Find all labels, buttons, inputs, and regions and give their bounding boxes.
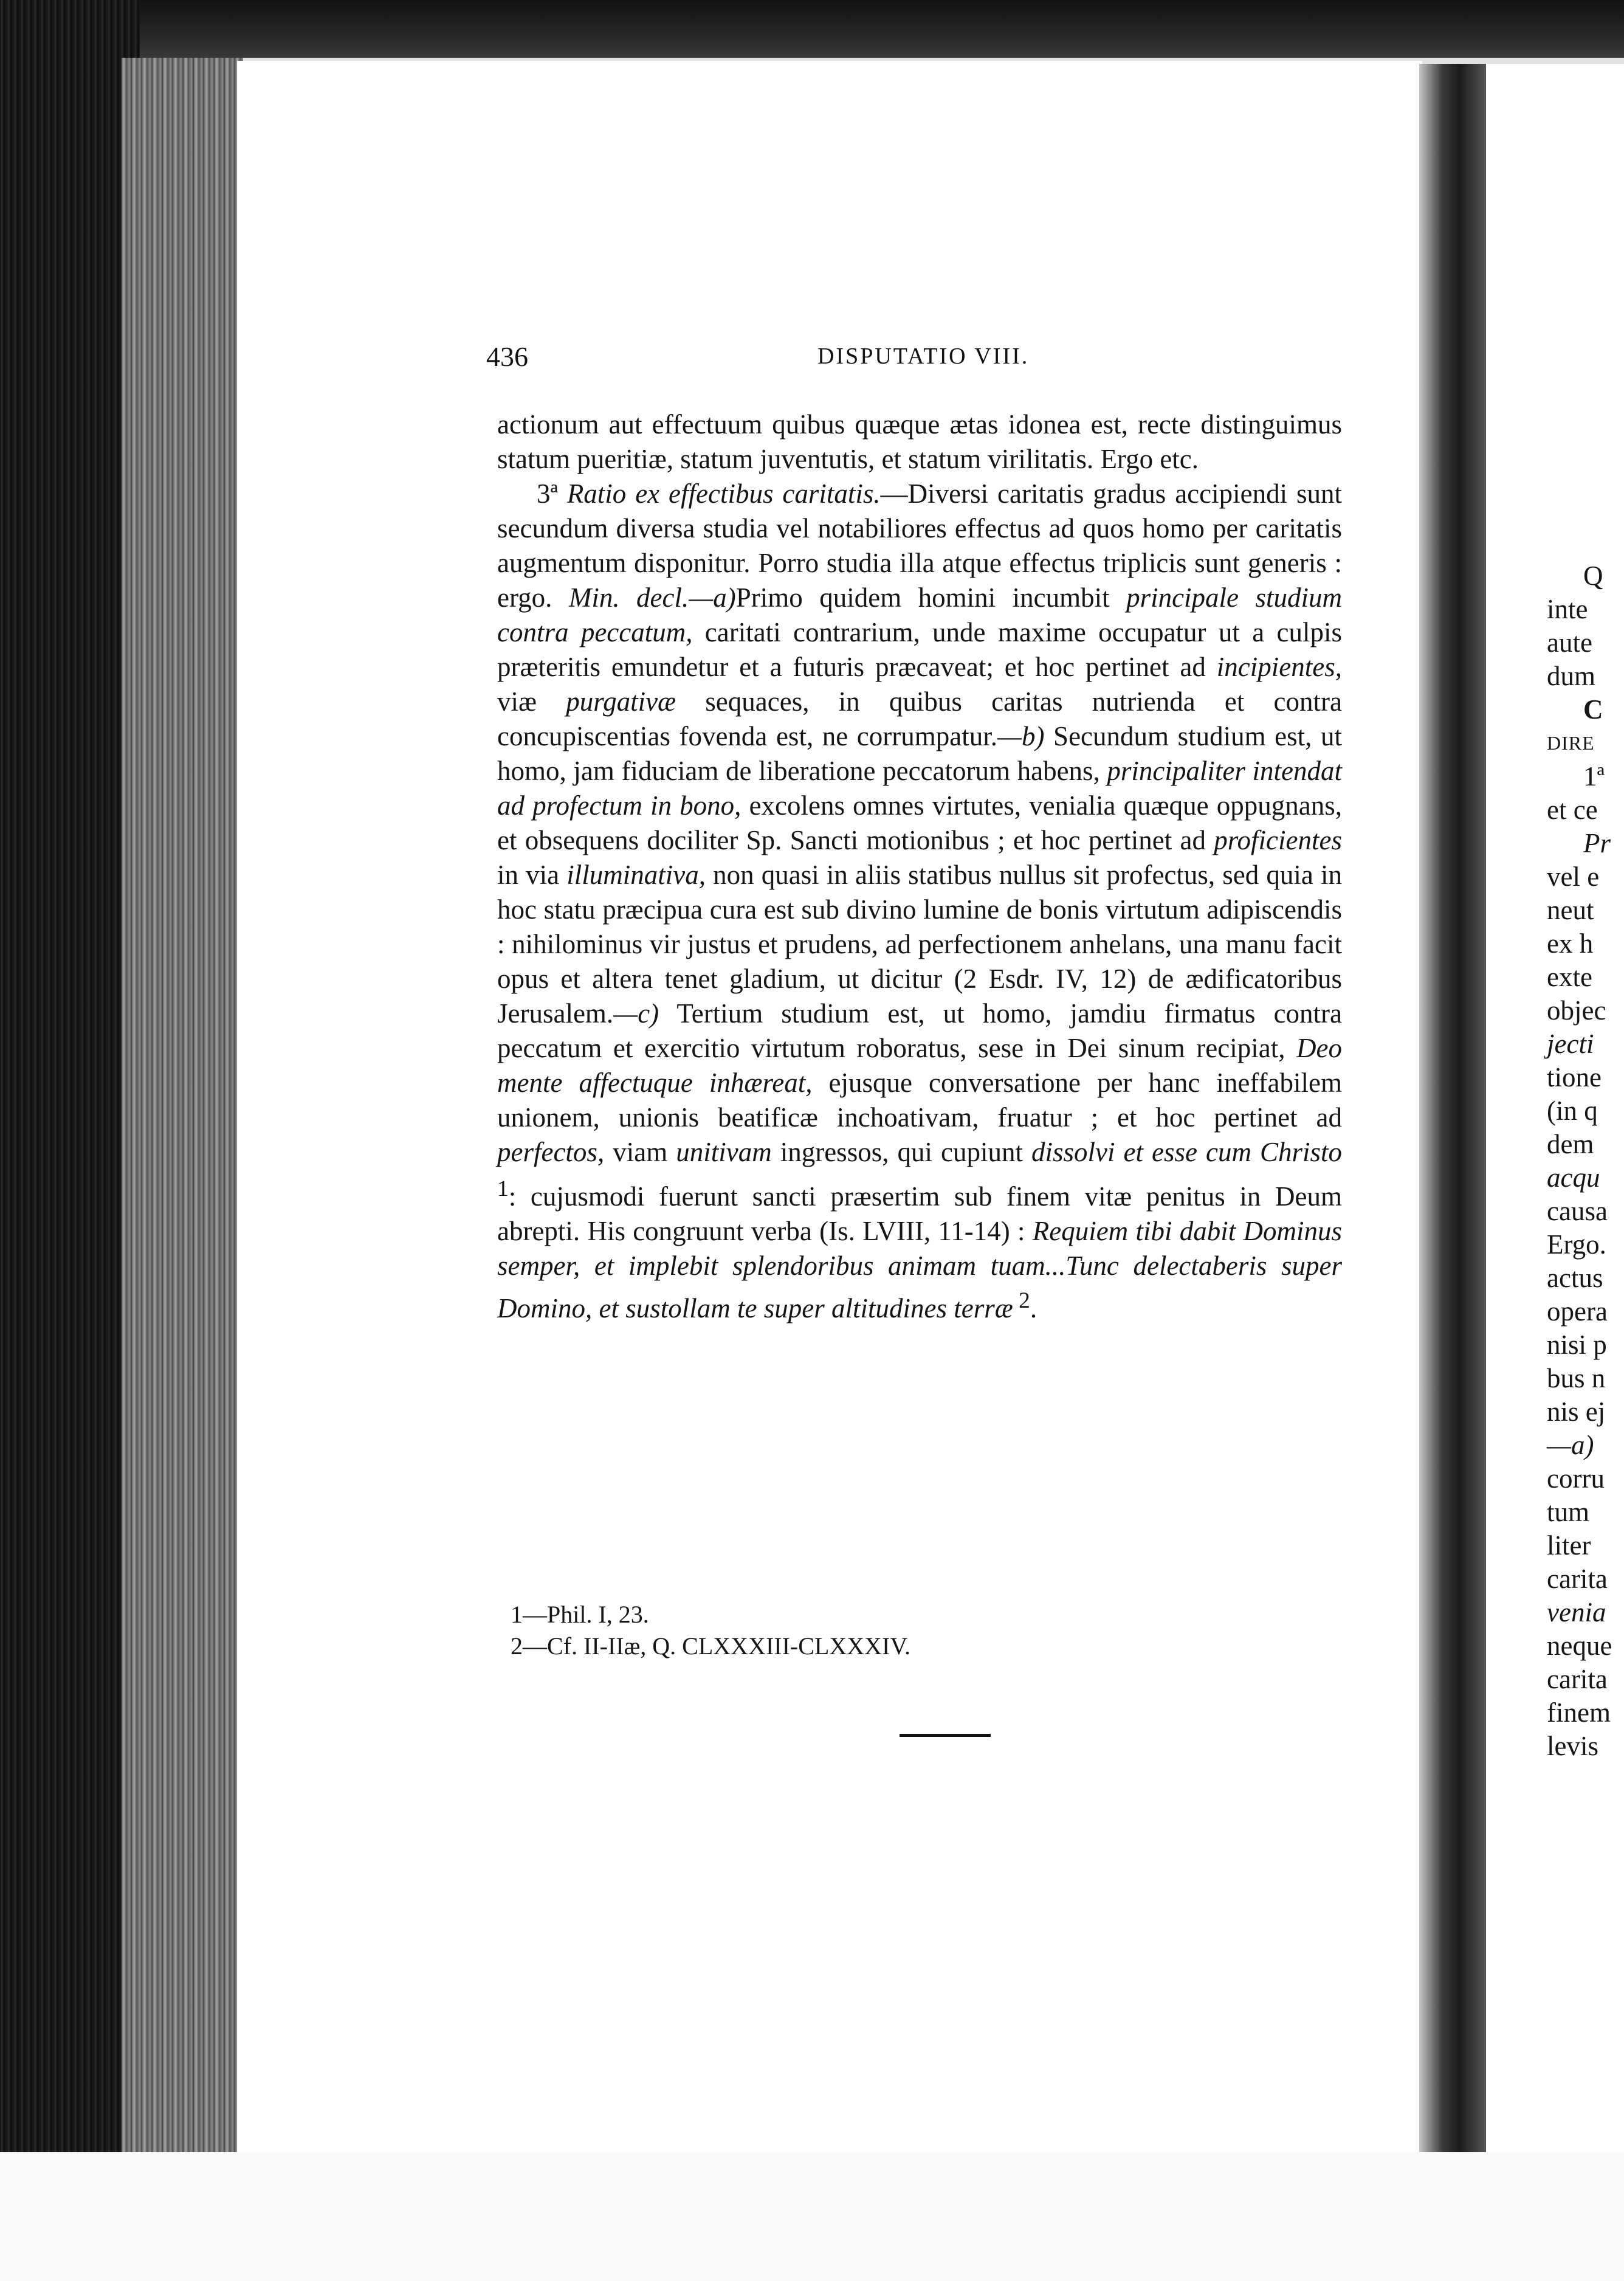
- footnote-2: 2—Cf. II-IIæ, Q. CLXXXIII-CLXXXIV.: [511, 1632, 911, 1660]
- text-fragment: dem: [1547, 1129, 1594, 1159]
- running-title: DISPUTATIO VIII.: [817, 343, 1030, 369]
- italic-run: incipientes,: [1216, 652, 1342, 682]
- text-fragment: 1ª: [1583, 761, 1605, 792]
- text-fragment: levis: [1547, 1731, 1598, 1761]
- italic-run: Min. decl.—a): [568, 582, 736, 613]
- text-run: excolens omnes virtutes, venialia quæque oppugnans, et obsequens dociliter Sp. Sancti motionibus ; et hoc pertinet ad: [497, 790, 1342, 855]
- text-run: : cujusmodi fuerunt sancti præsertim sub finem vitæ penitus in Deum abrepti. His congruunt verba (Is. LVIII, 11-14) :: [497, 1181, 1342, 1246]
- text-run: viam: [604, 1137, 676, 1167]
- facing-page: [1486, 64, 1624, 2152]
- italic-run: principaliter intendat ad profectum in bono,: [497, 756, 1342, 821]
- text-run: Tertium studium est, ut homo, jamdiu firmatus contra peccatum et exercitio virtutum roboratus, sese in Dei sinum recipiat,: [497, 998, 1342, 1063]
- book-gutter: [1419, 64, 1486, 2152]
- text-fragment: nisi p: [1547, 1330, 1607, 1360]
- text-fragment: et ce: [1547, 795, 1598, 825]
- facing-page-text: [1547, 559, 1624, 1763]
- page-number: 436: [486, 341, 528, 372]
- body-text: [497, 407, 1342, 1326]
- text-run: —Diversi caritatis gradus accipiendi sunt secundum diversa studia vel notabiliores effectus ad quos homo per caritatis augmentum disponitur. Porro studia illa atque effectus triplicis sunt generis : ergo.: [497, 478, 1342, 613]
- italic-run: Requiem tibi dabit Dominus semper, et implebit splendoribus animam tuam...Tunc delectaberis super Domino, et sustollam te super altitudines terræ: [497, 1216, 1342, 1323]
- page-header: [486, 340, 1349, 377]
- text-fragment: Ergo.: [1547, 1229, 1606, 1260]
- text-fragment: nis ej: [1547, 1396, 1606, 1427]
- text-fragment: opera: [1547, 1296, 1608, 1327]
- text-run: Primo quidem homini incumbit: [735, 582, 1127, 613]
- text-fragment: acqu: [1547, 1162, 1600, 1193]
- text-fragment: jecti: [1547, 1029, 1594, 1059]
- italic-run: unitivam: [676, 1137, 772, 1167]
- text-fragment: corru: [1547, 1463, 1605, 1494]
- text-fragment: causa: [1547, 1196, 1608, 1226]
- text-fragment: tum: [1547, 1497, 1590, 1527]
- scan-bottom-margin: [0, 2152, 1624, 2281]
- text-run: ingressos, qui cupiunt: [771, 1137, 1031, 1167]
- text-run: .: [1030, 1293, 1037, 1323]
- text-fragment: actus: [1547, 1263, 1603, 1293]
- text-fragment: liter: [1547, 1530, 1591, 1561]
- text-fragment: inte: [1547, 594, 1588, 624]
- text-fragment: C: [1583, 694, 1603, 725]
- text-fragment: bus n: [1547, 1363, 1606, 1393]
- text-fragment: carita: [1547, 1564, 1608, 1594]
- text-fragment: (in q: [1547, 1096, 1598, 1126]
- footnote-marker: 1: [497, 1176, 509, 1201]
- italic-run: proficientes: [1214, 825, 1342, 855]
- text-run: caritati contrarium, unde maxime occupatur ut a culpis præteritis emundetur et a futuris præcaveat; et hoc pertinet ad: [497, 617, 1342, 682]
- italic-run: dissolvi et esse cum Christo: [1031, 1137, 1343, 1167]
- text-run: ejusque conversatione per hanc ineffabilem unionem, unionis beatificæ inchoativam, fruatur ; et hoc pertinet ad: [497, 1068, 1342, 1133]
- text-fragment: —a): [1547, 1430, 1594, 1460]
- text-fragment: dum: [1547, 661, 1596, 691]
- text-fragment: vel e: [1547, 861, 1600, 892]
- text-run: viæ: [497, 686, 566, 717]
- section-heading: Ratio ex effectibus caritatis.: [566, 478, 881, 509]
- italic-run: principale studium contra peccatum,: [497, 582, 1342, 647]
- italic-run: illuminativa,: [566, 860, 706, 890]
- end-rule: [900, 1734, 991, 1737]
- scanner-background-top: [0, 0, 1624, 58]
- italic-run: perfectos,: [497, 1137, 605, 1167]
- text-fragment: tione: [1547, 1062, 1602, 1092]
- text-run: Secundum studium est, ut homo, jam fiduciam de liberatione peccatorum habens,: [497, 721, 1342, 786]
- text-run: non quasi in aliis statibus nullus sit profectus, sed quia in hoc statu præcipua cura est sub divino lumine de bonis virtutum adipiscendis : nihilominus vir justus et prudens, ad perfectionem anhelans, una manu facit opus et altera tenet gladium, ut dicitur (2 Esdr. IV, 12) de ædificatoribus Jerusalem.: [497, 860, 1342, 1029]
- text-fragment: objec: [1547, 995, 1606, 1026]
- paragraph-2: [497, 477, 1342, 1326]
- text-fragment: carita: [1547, 1664, 1608, 1694]
- text-fragment: DIRE: [1547, 732, 1595, 754]
- italic-run: Deo mente affectuque inhæreat,: [497, 1033, 1342, 1098]
- footnote-marker: 2: [1013, 1288, 1030, 1313]
- text-fragment: exte: [1547, 962, 1592, 992]
- italic-run: —b): [997, 721, 1045, 751]
- italic-run: purgativæ: [566, 686, 676, 717]
- text-fragment: neque: [1547, 1631, 1612, 1661]
- paragraph-1: actionum aut effectuum quibus quæque ætas idonea est, recte distinguimus statum pueritiæ, statum juventutis, et statum virilitatis. Ergo etc.: [497, 409, 1342, 474]
- text-run: sequaces, in quibus caritas nutrienda et contra concupiscentias fovenda est, ne corrumpatur.: [497, 686, 1342, 751]
- italic-run: —c): [613, 998, 659, 1029]
- scanner-background-left: [0, 0, 140, 2281]
- footnotes: [511, 1599, 1240, 1662]
- text-fragment: venia: [1547, 1597, 1606, 1627]
- text-fragment: aute: [1547, 627, 1592, 658]
- text-fragment: finem: [1547, 1697, 1611, 1728]
- text-run: in via: [497, 860, 567, 890]
- text-fragment: neut: [1547, 895, 1594, 925]
- text-fragment: Pr: [1583, 828, 1611, 858]
- footnote-1: 1—Phil. I, 23.: [511, 1601, 649, 1628]
- section-number: 3ª: [537, 478, 567, 509]
- text-fragment: ex h: [1547, 928, 1594, 959]
- book-page-edge: [122, 58, 243, 2152]
- text-fragment: Q: [1583, 561, 1603, 591]
